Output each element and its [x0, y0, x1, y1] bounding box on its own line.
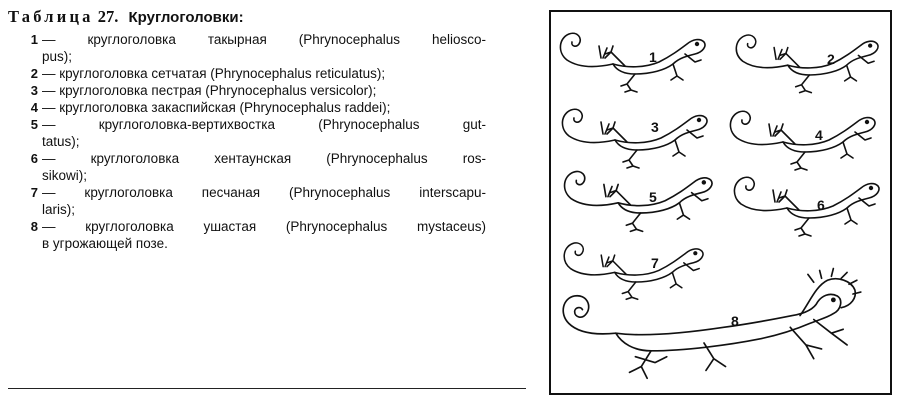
entry-number: 1 — [30, 32, 38, 47]
list-item — [8, 31, 486, 65]
entry-text: — круглоголовка ушастая (Phrynocephalus mystaceus) — [42, 219, 486, 234]
entry-number: 4 — [30, 100, 38, 115]
entry-text: — круглоголовка сетчатая (Phrynocephalus reticulatus); — [42, 66, 386, 81]
table-number: 27. — [97, 7, 119, 26]
figure-number: 3 — [651, 119, 659, 135]
table-heading: Круглоголовки: — [128, 9, 244, 26]
list-item — [8, 65, 486, 82]
table-title — [8, 6, 486, 29]
figure-number: 1 — [649, 49, 657, 65]
entry-text: — круглоголовка песчаная (Phrynocephalus interscapu- — [42, 185, 486, 200]
entry-text: laris); — [42, 202, 75, 217]
entry-number: 5 — [30, 117, 38, 132]
list-item — [8, 82, 486, 99]
lizard-plate-figure — [549, 10, 892, 395]
caption-column — [8, 6, 486, 252]
entry-number: 2 — [30, 66, 38, 81]
entry-text: pus); — [42, 49, 73, 64]
list-item — [8, 99, 486, 116]
entry-text: tatus); — [42, 134, 80, 149]
entry-number: 3 — [30, 83, 38, 98]
figure-number: 7 — [651, 255, 659, 271]
entry-text: — круглоголовка закаспийская (Phrynocephalus raddei); — [42, 100, 391, 115]
list-item — [8, 184, 486, 218]
entry-number: 6 — [30, 151, 38, 166]
list-item — [8, 150, 486, 184]
lizard-illustrations — [551, 12, 890, 393]
entry-number: 7 — [30, 185, 38, 200]
entry-text: — круглоголовка хентаунская (Phrynocephalus ros- — [42, 151, 486, 166]
table-label: Таблица — [8, 7, 94, 26]
figure-number: 4 — [815, 127, 823, 143]
entry-text: sikowi); — [42, 168, 88, 183]
entry-text: — круглоголовка-вертихвостка (Phrynocephalus gut- — [42, 117, 486, 132]
figure-number: 5 — [649, 189, 657, 205]
figure-number: 6 — [817, 197, 825, 213]
list-item — [8, 116, 486, 150]
entry-text: — круглоголовка такырная (Phrynocephalus helioscо- — [42, 32, 486, 47]
entry-text: в угрожающей позе. — [42, 236, 168, 251]
bottom-divider — [8, 388, 526, 389]
figure-number: 8 — [731, 313, 739, 329]
entry-text: — круглоголовка пестрая (Phrynocephalus versicolor); — [42, 83, 377, 98]
entry-number: 8 — [30, 219, 38, 234]
list-item — [8, 218, 486, 252]
figure-number: 2 — [827, 51, 835, 67]
